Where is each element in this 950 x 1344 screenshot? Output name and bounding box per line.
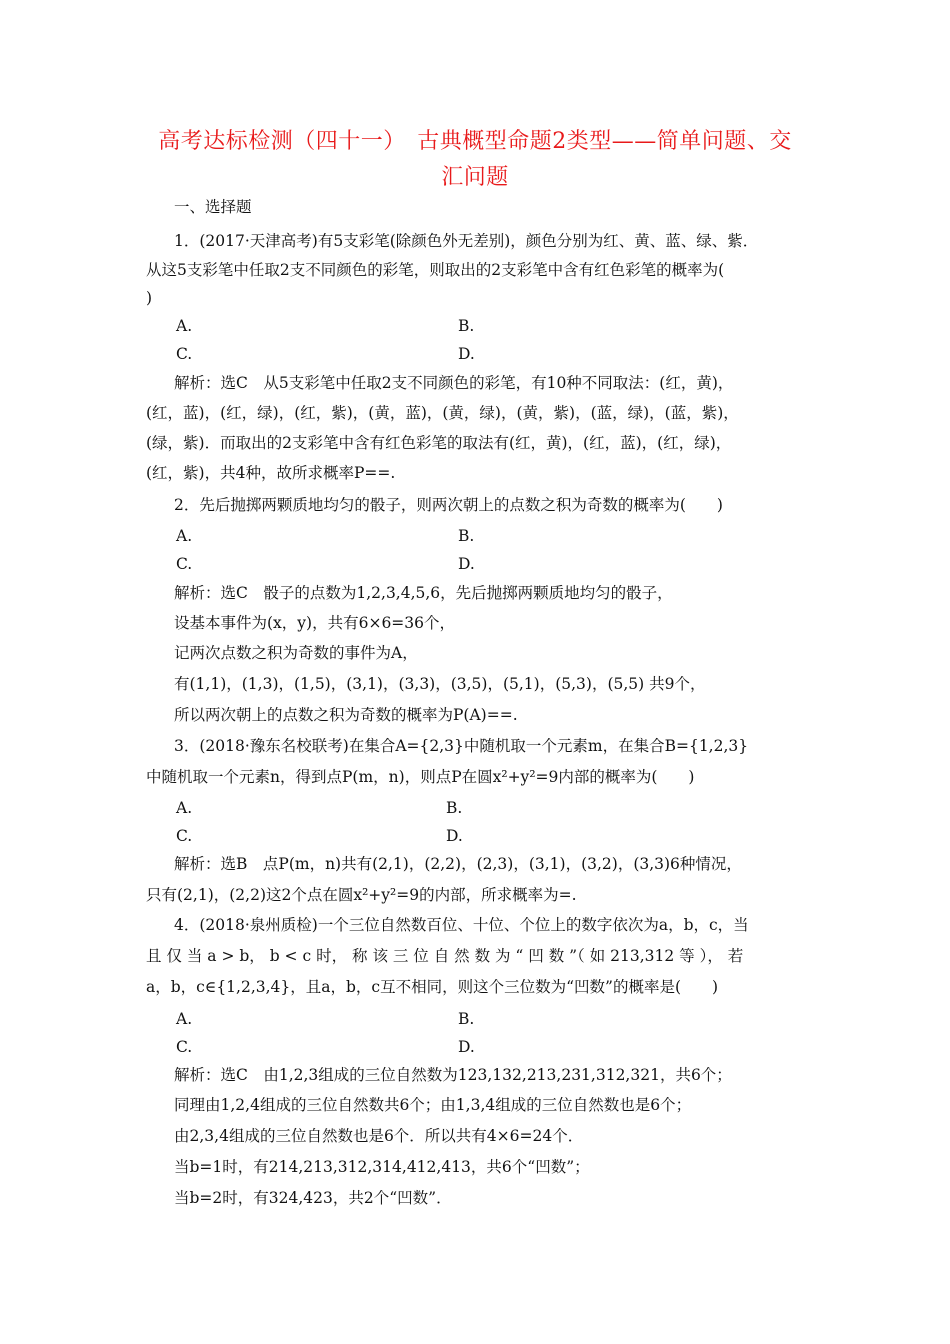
q2-option-c: C.: [176, 555, 193, 573]
q4-option-c: C.: [176, 1038, 193, 1056]
q4-stem-line1: 4．(2018·泉州质检)一个三位自然数百位、十位、个位上的数字依次为a，b，c，当: [174, 916, 749, 934]
q3-stem-line2: 中随机取一个元素n，得到点P(m，n)，则点P在圆x²+y²=9内部的概率为( ): [146, 768, 695, 786]
page-title: 高考达标检测（四十一） 古典概型命题2类型——简单问题、交: [158, 129, 792, 154]
q1-option-d: D.: [458, 345, 475, 363]
q3-stem-line1: 3．(2018·豫东名校联考)在集合A={2,3}中随机取一个元素m，在集合B={1,2,3}: [174, 737, 749, 755]
q2-solution-line4: 有(1,1)，(1,3)，(1,5)，(3,1)，(3,3)，(3,5)，(5,1)，(5,3)，(5,5) 共9个，: [174, 675, 706, 693]
q2-option-d: D.: [458, 555, 475, 573]
q3-option-b: B.: [446, 799, 463, 817]
q4-stem-line3: a，b，c∈{1,2,3,4}，且a，b，c互不相同，则这个三位数为“凹数”的概率是( ): [146, 978, 719, 996]
q2-solution-line5: 所以两次朝上的点数之积为奇数的概率为P(A)==.: [174, 706, 518, 724]
q1-solution-line2: (红，蓝)，(红，绿)，(红，紫)，(黄，蓝)，(黄，绿)，(黄，紫)，(蓝，绿)，(蓝，紫)，: [146, 404, 739, 422]
q1-stem-line2: 从这5支彩笔中任取2支不同颜色的彩笔，则取出的2支彩笔中含有红色彩笔的概率为(: [146, 261, 725, 279]
q4-solution-line4: 当b=1时，有214,213,312,314,412,413，共6个“凹数”；: [174, 1158, 590, 1176]
q3-solution-line2: 只有(2,1)，(2,2)这2个点在圆x²+y²=9的内部，所求概率为=.: [146, 886, 577, 904]
q1-solution-line4: (红，紫)，共4种，故所求概率P==.: [146, 464, 396, 482]
q2-stem: 2．先后抛掷两颗质地均匀的骰子，则两次朝上的点数之积为奇数的概率为( ): [174, 496, 723, 514]
q4-option-d: D.: [458, 1038, 475, 1056]
q4-option-b: B.: [458, 1010, 475, 1028]
q4-solution-line1: 解析：选C 由1,2,3组成的三位自然数为123,132,213,231,312,321，共6个；: [174, 1066, 732, 1084]
section-heading: 一、选择题: [174, 198, 252, 216]
q4-solution-line3: 由2,3,4组成的三位自然数也是6个．所以共有4×6=24个．: [174, 1127, 584, 1145]
q3-option-c: C.: [176, 827, 193, 845]
page-title-continued: 汇问题: [441, 165, 509, 190]
q3-solution-line1: 解析：选B 点P(m，n)共有(2,1)，(2,2)，(2,3)，(3,1)，(3,2)，(3,3)6种情况，: [174, 855, 742, 873]
q4-solution-line2: 同理由1,2,4组成的三位自然数共6个；由1,3,4组成的三位自然数也是6个；: [174, 1096, 692, 1114]
q3-option-d: D.: [446, 827, 463, 845]
q2-solution-line1: 解析：选C 骰子的点数为1,2,3,4,5,6，先后抛掷两颗质地均匀的骰子，: [174, 584, 673, 602]
q1-option-a: A.: [176, 317, 193, 335]
q1-stem-line1: 1．(2017·天津高考)有5支彩笔(除颜色外无差别)，颜色分别为红、黄、蓝、绿、紫．: [174, 232, 759, 250]
q1-option-c: C.: [176, 345, 193, 363]
q3-option-a: A.: [176, 799, 193, 817]
q4-stem-line2: 且 仅 当 a > b， b < c 时， 称 该 三 位 自 然 数 为 “ 凹 数 ”（ 如 213,312 等 ）， 若: [146, 947, 744, 965]
q4-option-a: A.: [176, 1010, 193, 1028]
q1-stem-line3: ): [146, 289, 153, 307]
q1-option-b: B.: [458, 317, 475, 335]
q2-option-b: B.: [458, 527, 475, 545]
q1-solution-line3: (绿，紫)．而取出的2支彩笔中含有红色彩笔的取法有(红，黄)，(红，蓝)，(红，绿)，: [146, 434, 732, 452]
q2-solution-line2: 设基本事件为(x，y)，共有6×6=36个，: [174, 614, 456, 632]
q2-solution-line3: 记两次点数之积为奇数的事件为A，: [174, 644, 418, 662]
q4-solution-line5: 当b=2时，有324,423，共2个“凹数”．: [174, 1189, 452, 1207]
q2-option-a: A.: [176, 527, 193, 545]
q1-solution-line1: 解析：选C 从5支彩笔中任取2支不同颜色的彩笔，有10种不同取法：(红，黄)，: [174, 374, 734, 392]
